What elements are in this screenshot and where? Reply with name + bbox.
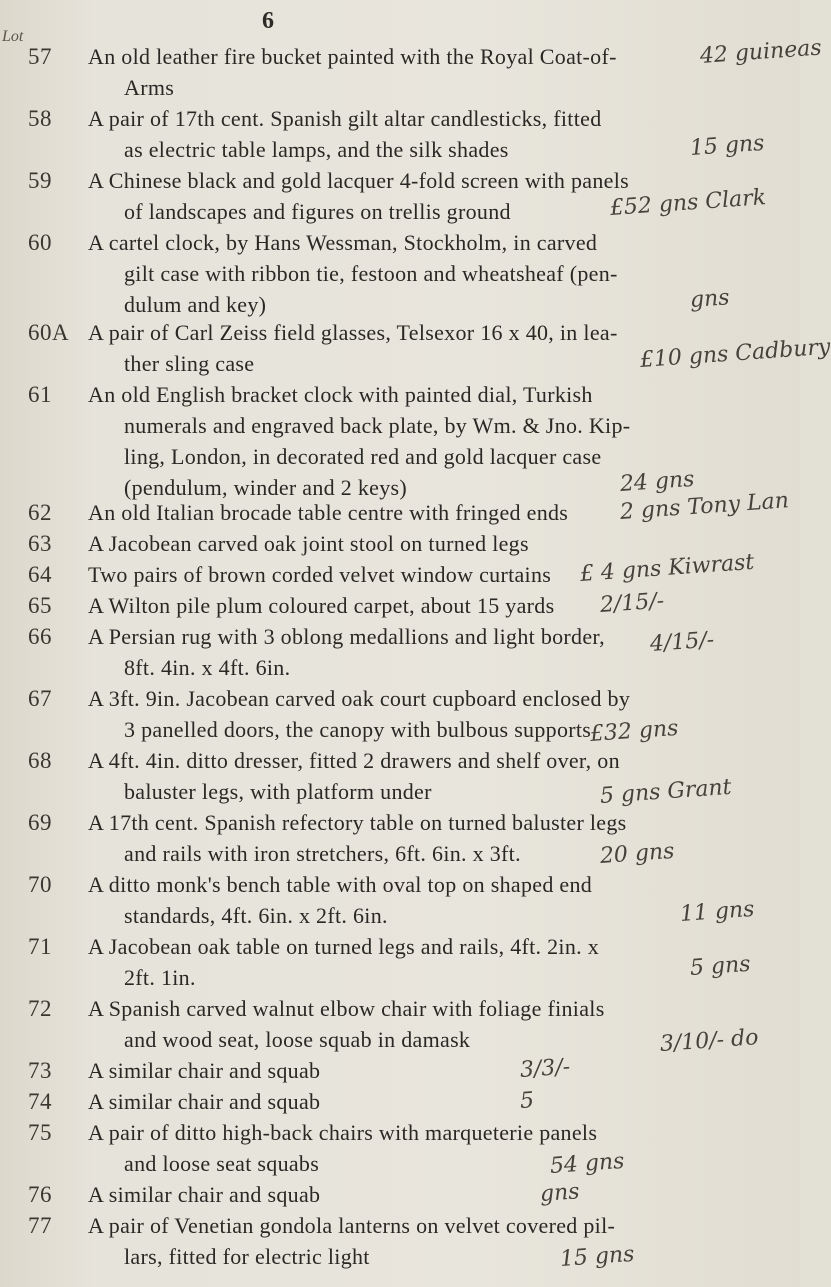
handwritten-price: 11 gns: [679, 896, 756, 927]
lot-description-line: A Persian rug with 3 oblong medallions and light border,: [88, 624, 605, 649]
lot-number: 64: [28, 562, 52, 587]
lot-number: 58: [28, 106, 52, 131]
lot-description-line: 2ft. 1in.: [124, 965, 196, 990]
lot-number: 67: [28, 686, 52, 711]
lot-number: 61: [28, 382, 52, 407]
lot-description-line: of landscapes and figures on trellis ground: [124, 199, 511, 224]
lot-description-line: A 3ft. 9in. Jacobean carved oak court cupboard enclosed by: [88, 686, 631, 711]
lot-number: 74: [28, 1089, 52, 1114]
handwritten-price: 2 gns Tony Lan: [619, 488, 790, 525]
lot-number: 69: [28, 810, 52, 835]
lot-description-line: A 17th cent. Spanish refectory table on turned baluster legs: [88, 810, 627, 835]
handwritten-price: 5: [519, 1088, 535, 1114]
lot-description-line: gilt case with ribbon tie, festoon and wheatsheaf (pen-: [124, 261, 618, 286]
lot-description-line: and loose seat squabs: [124, 1151, 320, 1176]
lot-number: 60: [28, 230, 52, 255]
lot-description-line: Two pairs of brown corded velvet window curtains: [88, 562, 552, 587]
lot-description-line: A Jacobean carved oak joint stool on turned legs: [88, 531, 529, 556]
handwritten-price: 3/10/- do: [659, 1025, 760, 1057]
lot-description-line: A ditto monk's bench table with oval top on shaped end: [88, 872, 593, 897]
lot-number: 62: [28, 500, 52, 525]
lot-description-line: dulum and key): [124, 292, 267, 317]
lot-number: 77: [28, 1213, 52, 1238]
lot-description-line: A similar chair and squab: [88, 1058, 321, 1083]
lot-description-line: ling, London, in decorated red and gold lacquer case: [124, 444, 602, 469]
handwritten-price: 15 gns: [689, 130, 766, 161]
handwritten-price: 4/15/-: [649, 627, 715, 657]
handwritten-price: 54 gns: [549, 1148, 626, 1179]
lot-description-line: A cartel clock, by Hans Wessman, Stockholm, in carved: [88, 230, 598, 255]
lot-description-line: A pair of Carl Zeiss field glasses, Telsexor 16 x 40, in lea-: [88, 320, 618, 345]
lot-number: 59: [28, 168, 52, 193]
lot-description-line: and wood seat, loose squab in damask: [124, 1027, 471, 1052]
lot-number: 66: [28, 624, 52, 649]
lot-description-line: Arms: [124, 75, 175, 100]
lot-description-line: A similar chair and squab: [88, 1182, 321, 1207]
lot-number: 75: [28, 1120, 52, 1145]
lot-number: 63: [28, 531, 52, 556]
handwritten-price: gns: [689, 285, 731, 313]
lot-description-line: 3 panelled doors, the canopy with bulbous supports: [124, 717, 592, 742]
lot-description-line: A similar chair and squab: [88, 1089, 321, 1114]
lot-description-line: as electric table lamps, and the silk shades: [124, 137, 509, 162]
handwritten-price: £52 gns Clark: [609, 185, 767, 221]
lot-number: 57: [28, 44, 52, 69]
lot-description-line: A pair of ditto high-back chairs with marqueterie panels: [88, 1120, 598, 1145]
lot-description-line: standards, 4ft. 6in. x 2ft. 6in.: [124, 903, 388, 928]
handwritten-price: gns: [539, 1179, 581, 1207]
lot-description-line: A pair of Venetian gondola lanterns on velvet covered pil-: [88, 1213, 616, 1238]
lot-description-line: and rails with iron stretchers, 6ft. 6in. x 3ft.: [124, 841, 521, 866]
handwritten-price: 24 gns: [619, 466, 696, 497]
handwritten-price: 5 gns Grant: [599, 774, 733, 809]
handwritten-price: £32 gns: [589, 715, 680, 747]
handwritten-price: 15 gns: [559, 1241, 636, 1272]
handwritten-price: 3/3/-: [519, 1054, 572, 1083]
lot-description-line: A Spanish carved walnut elbow chair with foliage finials: [88, 996, 605, 1021]
lot-description-line: A pair of 17th cent. Spanish gilt altar candlesticks, fitted: [88, 106, 602, 131]
lot-description-line: A 4ft. 4in. ditto dresser, fitted 2 drawers and shelf over, on: [88, 748, 620, 773]
lot-number: 70: [28, 872, 52, 897]
handwritten-price: 2/15/-: [599, 588, 665, 618]
lot-description-line: An old leather fire bucket painted with the Royal Coat-of-: [88, 44, 617, 69]
handwritten-price: £10 gns Cadbury: [639, 334, 831, 373]
lot-description-line: A Chinese black and gold lacquer 4-fold screen with panels: [88, 168, 629, 193]
lot-number: 71: [28, 934, 52, 959]
lot-description-line: ther sling case: [124, 351, 255, 376]
lot-description-line: lars, fitted for electric light: [124, 1244, 370, 1269]
lot-description-line: numerals and engraved back plate, by Wm. & Jno. Kip-: [124, 413, 631, 438]
lot-number: 72: [28, 996, 52, 1021]
handwritten-price: £ 4 gns Kiwrast: [579, 549, 756, 587]
handwritten-price: 20 gns: [599, 838, 676, 869]
lot-column-header: Lot: [2, 28, 24, 45]
lot-description-line: A Wilton pile plum coloured carpet, about 15 yards: [88, 593, 555, 618]
lot-number: 68: [28, 748, 52, 773]
lot-number: 65: [28, 593, 52, 618]
handwritten-price: 5 gns: [689, 951, 752, 981]
handwritten-price: 42 guineas: [699, 35, 823, 69]
lot-description-line: 8ft. 4in. x 4ft. 6in.: [124, 655, 291, 680]
lot-description-line: An old English bracket clock with painted dial, Turkish: [88, 382, 593, 407]
lot-description-line: An old Italian brocade table centre with fringed ends: [88, 500, 569, 525]
lot-description-line: (pendulum, winder and 2 keys): [124, 475, 408, 500]
lot-description-line: A Jacobean oak table on turned legs and rails, 4ft. 2in. x: [88, 934, 600, 959]
lot-description-line: baluster legs, with platform under: [124, 779, 432, 804]
page-number: 6: [262, 8, 274, 34]
lot-number: 73: [28, 1058, 52, 1083]
lot-number: 76: [28, 1182, 52, 1207]
lot-number: 60A: [28, 320, 70, 345]
